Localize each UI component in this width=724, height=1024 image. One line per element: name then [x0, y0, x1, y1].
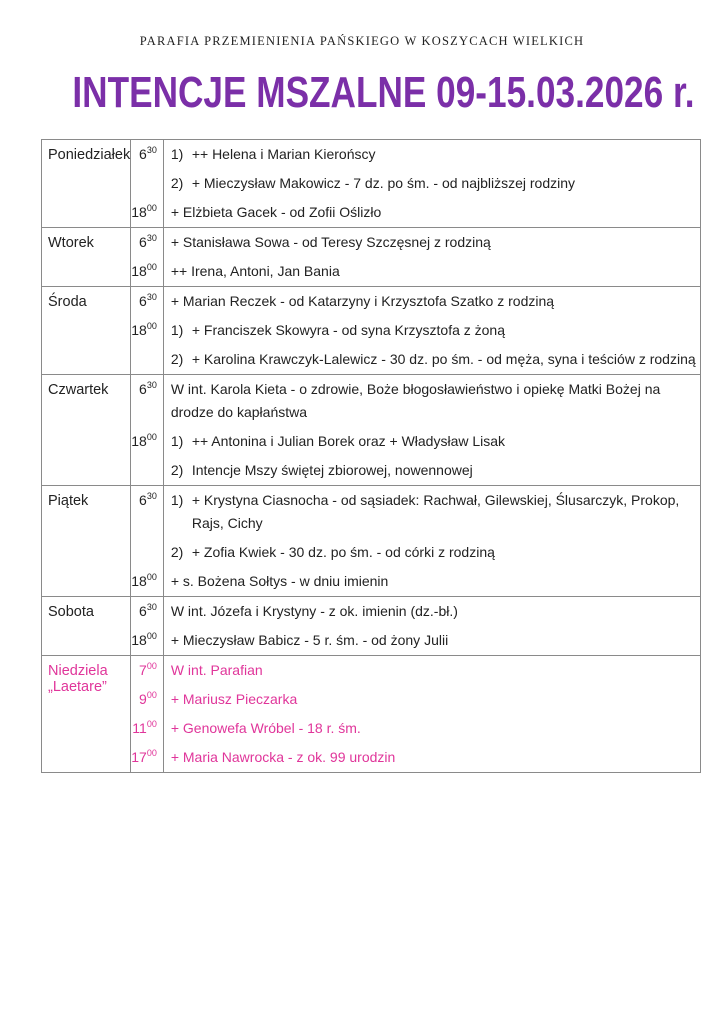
mass-time [131, 714, 157, 743]
mass-time [131, 427, 157, 456]
intention-number: 2) [170, 462, 184, 478]
intention-item [171, 375, 696, 427]
intention-text: W int. Karola Kieta - o zdrowie, Boże błogosławieństwo i opiekę Matki Bożej na drodze do kapłaństwa [170, 381, 661, 420]
intention-text: + Maria Nawrocka - z ok. 99 urodzin [170, 749, 396, 765]
mass-time [131, 685, 157, 714]
intention-item [171, 169, 696, 198]
day-name-cell [42, 140, 131, 228]
intentions-column [163, 287, 700, 375]
mass-time-hour: 6 [139, 234, 147, 250]
mass-time [131, 287, 157, 316]
intention-item [171, 456, 696, 485]
intention-item [171, 714, 696, 743]
time-spacer [131, 345, 157, 374]
day-name-cell [42, 375, 131, 486]
intention-item [171, 257, 696, 286]
intention-item [171, 316, 696, 345]
mass-time [131, 597, 157, 626]
time-spacer [131, 538, 157, 567]
time-spacer [131, 169, 157, 198]
mass-time [131, 140, 157, 169]
intention-item [171, 567, 696, 596]
mass-time-minutes: 30 [146, 145, 157, 155]
intention-item [171, 427, 696, 456]
mass-time-hour: 9 [139, 691, 147, 707]
time-column [131, 287, 164, 375]
mass-time-minutes: 30 [146, 491, 157, 501]
day-name: Środa [48, 294, 87, 310]
mass-intentions-table [41, 139, 701, 773]
intention-item [171, 228, 696, 257]
day-name-cell [42, 597, 131, 656]
time-column [131, 486, 164, 597]
intentions-column [163, 486, 700, 597]
time-column [131, 140, 164, 228]
time-column [131, 375, 164, 486]
day-name-cell [42, 486, 131, 597]
day-name: Wtorek [48, 235, 94, 251]
intention-item [171, 685, 696, 714]
mass-time-minutes: 00 [146, 748, 157, 758]
intention-text: + Krystyna Ciasnocha - od sąsiadek: Rachwał, Gilewskiej, Ślusarczyk, Prokop, Rajs, Cichy [191, 492, 680, 531]
day-name: Sobota [48, 604, 94, 620]
day-name-cell [42, 228, 131, 287]
intention-text: W int. Józefa i Krystyny - z ok. imienin (dz.-bł.) [170, 603, 458, 619]
mass-time [131, 743, 157, 772]
mass-time-hour: 7 [139, 662, 147, 678]
day-name: Niedziela [48, 663, 108, 679]
day-row [42, 597, 701, 656]
mass-time-hour: 6 [139, 492, 147, 508]
intention-text: Intencje Mszy świętej zbiorowej, nowennowej [191, 462, 473, 478]
day-name: Poniedziałek [48, 147, 131, 163]
intention-text: + Mieczysław Babicz - 5 r. śm. - od żony Julii [170, 632, 449, 648]
mass-time [131, 486, 157, 538]
mass-time-minutes: 00 [146, 321, 157, 331]
intention-item [171, 538, 696, 567]
intention-number: 1) [170, 322, 184, 338]
mass-time [131, 626, 157, 655]
intention-number: 1) [170, 492, 184, 508]
mass-time-minutes: 30 [146, 380, 157, 390]
mass-time-hour: 17 [131, 749, 147, 765]
day-row [42, 287, 701, 375]
mass-time-minutes: 00 [146, 661, 157, 671]
intention-text: + Karolina Krawczyk-Lalewicz - 30 dz. po śm. - od męża, syna i teściów z rodziną [191, 351, 696, 367]
intention-item [171, 486, 696, 538]
mass-time [131, 567, 157, 596]
intention-item [171, 656, 696, 685]
mass-time-minutes: 30 [146, 602, 157, 612]
mass-time [131, 198, 157, 227]
intention-text: + Marian Reczek - od Katarzyny i Krzysztofa Szatko z rodziną [170, 293, 555, 309]
mass-time-minutes: 00 [146, 719, 157, 729]
intention-item [171, 287, 696, 316]
intentions-column [163, 228, 700, 287]
intention-number: 1) [170, 146, 184, 162]
intention-item [171, 597, 696, 626]
day-name: Piątek [48, 493, 89, 509]
intention-number: 2) [170, 351, 184, 367]
intention-text: + Mieczysław Makowicz - 7 dz. po śm. - od najbliższej rodziny [191, 175, 576, 191]
time-column [131, 597, 164, 656]
mass-time-minutes: 00 [146, 572, 157, 582]
intention-item [171, 743, 696, 772]
intention-number: 2) [170, 175, 184, 191]
time-column [131, 228, 164, 287]
mass-time [131, 656, 157, 685]
mass-time-minutes: 00 [146, 432, 157, 442]
page-title: INTENCJE MSZALNE 09-15.03.2026 r. [72, 68, 695, 117]
mass-time [131, 257, 157, 286]
intention-text: ++ Helena i Marian Kierońscy [191, 146, 376, 162]
intentions-column [163, 656, 700, 773]
time-spacer [131, 456, 157, 485]
mass-time-minutes: 00 [146, 203, 157, 213]
mass-time-hour: 18 [131, 204, 147, 220]
mass-time [131, 375, 157, 427]
intention-text: + Genowefa Wróbel - 18 r. śm. [170, 720, 361, 736]
mass-time-minutes: 00 [146, 262, 157, 272]
intentions-column [163, 597, 700, 656]
mass-time-minutes: 00 [146, 690, 157, 700]
intention-text: + Zofia Kwiek - 30 dz. po śm. - od córki z rodziną [191, 544, 495, 560]
mass-time-minutes: 30 [146, 233, 157, 243]
day-row [42, 375, 701, 486]
mass-time-hour: 18 [131, 573, 147, 589]
mass-time-hour: 6 [139, 603, 147, 619]
mass-time-hour: 6 [139, 146, 147, 162]
intention-item [171, 140, 696, 169]
intention-item [171, 198, 696, 227]
day-name-cell [42, 656, 131, 773]
mass-time-hour: 11 [132, 720, 147, 736]
intentions-column [163, 375, 700, 486]
mass-time-minutes: 30 [146, 292, 157, 302]
intention-item [171, 345, 696, 374]
intention-number: 1) [170, 433, 184, 449]
intentions-column [163, 140, 700, 228]
day-name: Czwartek [48, 382, 109, 398]
intention-text: ++ Antonina i Julian Borek oraz + Władysław Lisak [191, 433, 506, 449]
intention-text: + s. Bożena Sołtys - w dniu imienin [170, 573, 389, 589]
intention-text: W int. Parafian [170, 662, 263, 678]
day-subname: „Laetare” [48, 679, 107, 695]
mass-time-hour: 6 [139, 381, 147, 397]
intention-text: + Franciszek Skowyra - od syna Krzysztofa z żoną [191, 322, 506, 338]
mass-time-hour: 18 [131, 632, 147, 648]
mass-time-hour: 6 [139, 293, 147, 309]
intention-number: 2) [170, 544, 184, 560]
day-row [42, 486, 701, 597]
day-name-cell [42, 287, 131, 375]
time-column [131, 656, 164, 773]
mass-time-hour: 18 [131, 433, 147, 449]
day-row [42, 228, 701, 287]
mass-time [131, 228, 157, 257]
mass-time-minutes: 00 [146, 631, 157, 641]
mass-time [131, 316, 157, 345]
day-row [42, 656, 701, 773]
intention-item [171, 626, 696, 655]
intention-text: + Stanisława Sowa - od Teresy Szczęsnej z rodziną [170, 234, 491, 250]
intention-text: + Elżbieta Gacek - od Zofii Oślizło [170, 204, 382, 220]
day-row [42, 140, 701, 228]
intention-text: ++ Irena, Antoni, Jan Bania [170, 263, 340, 279]
parish-name: PARAFIA PRZEMIENIENIA PAŃSKIEGO W KOSZYCACH WIELKICH [139, 34, 585, 48]
intention-text: + Mariusz Pieczarka [170, 691, 298, 707]
mass-time-hour: 18 [131, 322, 147, 338]
mass-time-hour: 18 [131, 263, 147, 279]
